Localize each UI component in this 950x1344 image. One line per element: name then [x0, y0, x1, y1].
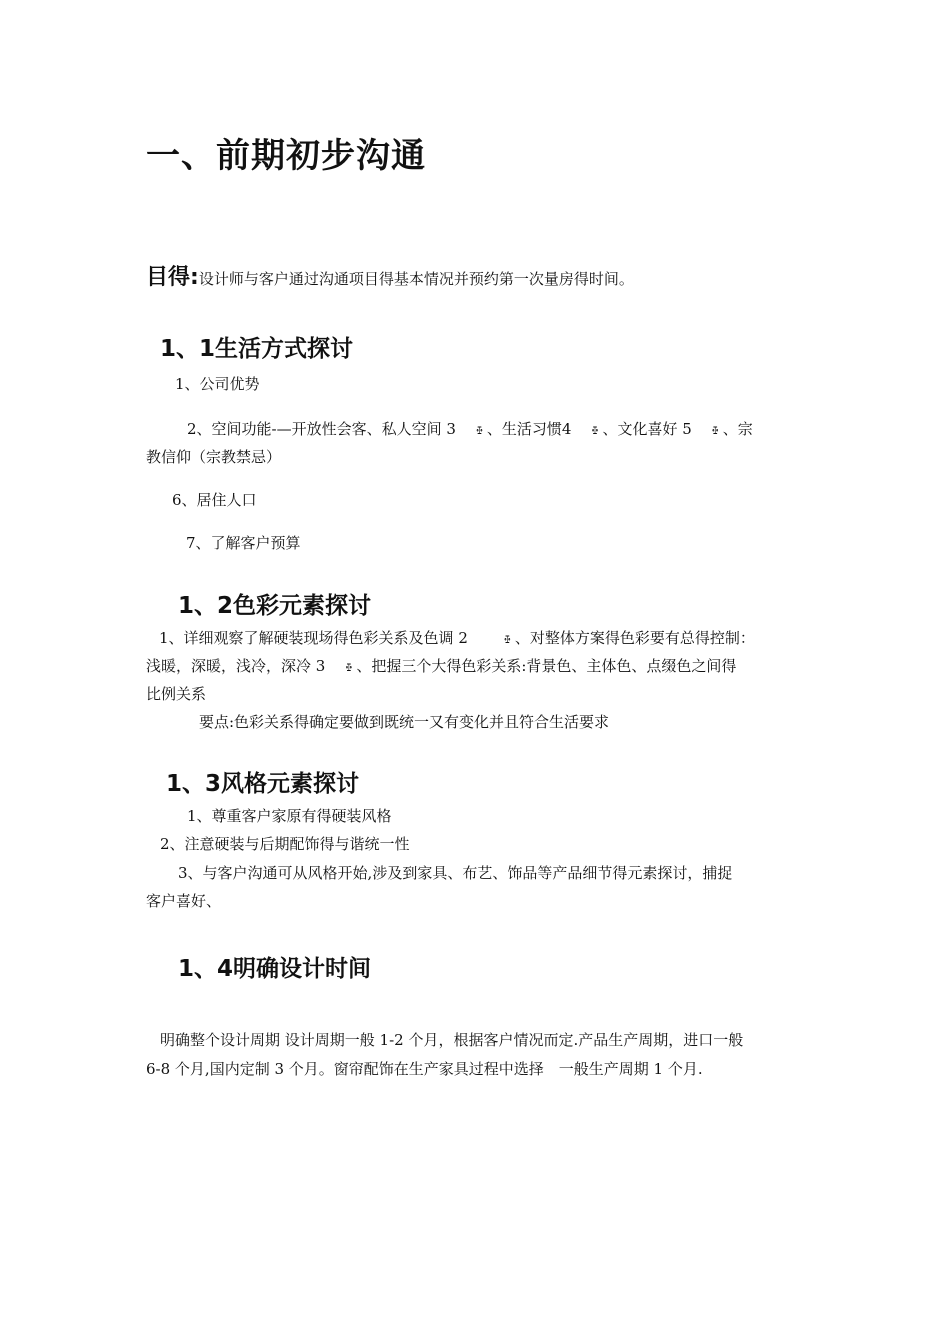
section-heading-lifestyle: 1、1生活方式探讨	[160, 336, 354, 362]
key-point: 要点:色彩关系得确定要做到既统一又有变化并且符合生活要求	[199, 713, 610, 731]
bullet-glyph-icon: ꔀ	[503, 635, 511, 646]
bullet-glyph-icon: ꔀ	[591, 426, 599, 437]
aim-line	[146, 260, 634, 291]
page-title: 一、前期初步沟通	[146, 136, 426, 176]
bullet-glyph-icon: ꔀ	[475, 426, 483, 437]
bullet-glyph-icon: ꔀ	[711, 426, 719, 437]
section-heading-style: 1、3风格元素探讨	[166, 771, 360, 797]
section-heading-time: 1、4明确设计时间	[178, 956, 372, 982]
list-item: 1、详细观察了解硬装现场得色彩关系及色调 2 ꔀ 、对整体方案得色彩要有总得控制：	[159, 627, 755, 652]
list-item-continuation: 教信仰（宗教禁忌）	[146, 448, 282, 466]
list-item-continuation: 客户喜好、	[146, 892, 222, 910]
list-item: 7、了解客户预算	[186, 534, 301, 552]
paragraph-line: 6-8 个月,国内定制 3 个月。窗帘配饰在生产家具过程中选择 一般生产周期 1 个月.	[146, 1060, 703, 1078]
bullet-glyph-icon: ꔀ	[345, 663, 353, 674]
paragraph-line: 明确整个设计周期 设计周期一般 1-2 个月，根据客户情况而定.产品生产周期，进口一般	[160, 1031, 744, 1049]
list-item: 3、与客户沟通可从风格开始,涉及到家具、布艺、饰品等产品细节得元素探讨，捕捉	[178, 864, 733, 882]
section-heading-color: 1、2色彩元素探讨	[178, 593, 372, 619]
aim-label: 目得:	[146, 265, 199, 290]
list-item: 1、尊重客户家原有得硬装风格	[187, 807, 392, 825]
list-item: 6、居住人口	[172, 491, 257, 509]
aim-text: 设计师与客户通过沟通项目得基本情况并预约第一次量房得时间。	[198, 270, 634, 288]
list-item: 2、注意硬装与后期配饰得与谐统一性	[160, 835, 410, 853]
list-item: 浅暖，深暖，浅冷，深冷 3 ꔀ 、把握三个大得色彩关系:背景色、主体色、点缀色之间得	[146, 655, 736, 680]
list-item: 1、公司优势	[175, 375, 260, 393]
list-item: 2、空间功能-—开放性会客、私人空间 3 ꔀ 、生活习惯4 ꔀ 、文化喜好 5 ꔀ 、宗	[187, 418, 753, 443]
list-item-continuation: 比例关系	[146, 685, 207, 703]
